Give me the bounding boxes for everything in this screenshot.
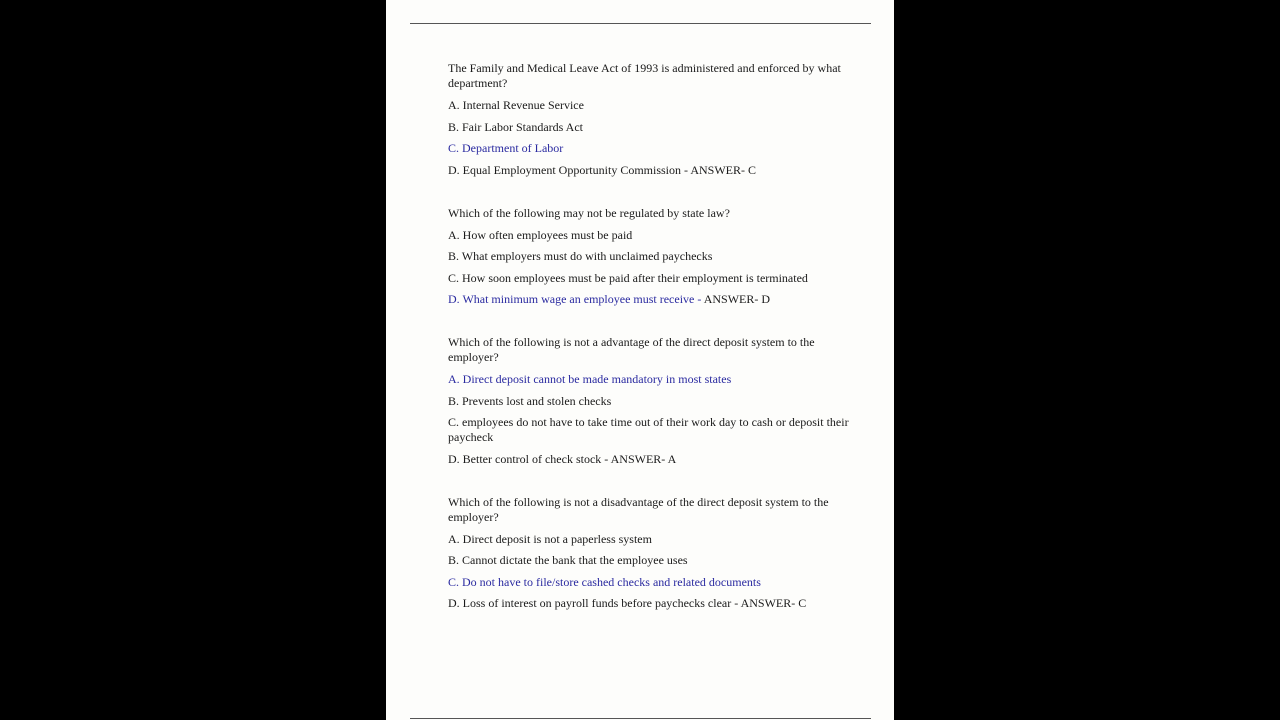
option-b: B. Fair Labor Standards Act (448, 119, 583, 134)
document-page (386, 0, 894, 720)
question-block-3 (448, 335, 858, 467)
question-text: Which of the following is not a advantage of the direct deposit system to the employer? (448, 335, 815, 364)
option-c-correct: C. Department of Labor (448, 141, 564, 155)
option-c-correct: C. Do not have to file/store cashed checks and related documents (448, 574, 761, 589)
question-block-2 (448, 206, 858, 308)
question-text: Which of the following may not be regulated by state law? (448, 205, 730, 220)
question-text: The Family and Medical Leave Act of 1993 is administered and enforced by what department? (448, 61, 841, 90)
question-block-1 (448, 61, 858, 178)
option-d: D. Equal Employment Opportunity Commission - ANSWER- C (448, 162, 756, 177)
top-divider (410, 23, 871, 24)
question-list (448, 61, 858, 639)
option-c: C. How soon employees must be paid after their employment is terminated (448, 270, 808, 285)
question-block-4 (448, 495, 858, 612)
option-b: B. Cannot dictate the bank that the employee uses (448, 553, 688, 567)
option-a: A. How often employees must be paid (448, 227, 633, 242)
option-d: D. Loss of interest on payroll funds before paychecks clear - ANSWER- C (448, 596, 807, 610)
option-a: A. Internal Revenue Service (448, 98, 584, 112)
option-b: B. What employers must do with unclaimed paychecks (448, 249, 713, 263)
option-b: B. Prevents lost and stolen checks (448, 393, 612, 408)
option-d-correct (448, 292, 858, 307)
answer-tag: ANSWER- D (703, 292, 771, 306)
option-d: D. Better control of check stock - ANSWER- A (448, 451, 677, 466)
bottom-divider (410, 718, 871, 719)
question-text: Which of the following is not a disadvantage of the direct deposit system to the employer? (448, 494, 829, 524)
option-c: C. employees do not have to take time out of their work day to cash or deposit their paycheck (448, 415, 849, 444)
option-a: A. Direct deposit is not a paperless system (448, 531, 652, 546)
option-a-correct: A. Direct deposit cannot be made mandatory in most states (448, 372, 732, 386)
option-d-text: D. What minimum wage an employee must receive - (448, 292, 704, 306)
